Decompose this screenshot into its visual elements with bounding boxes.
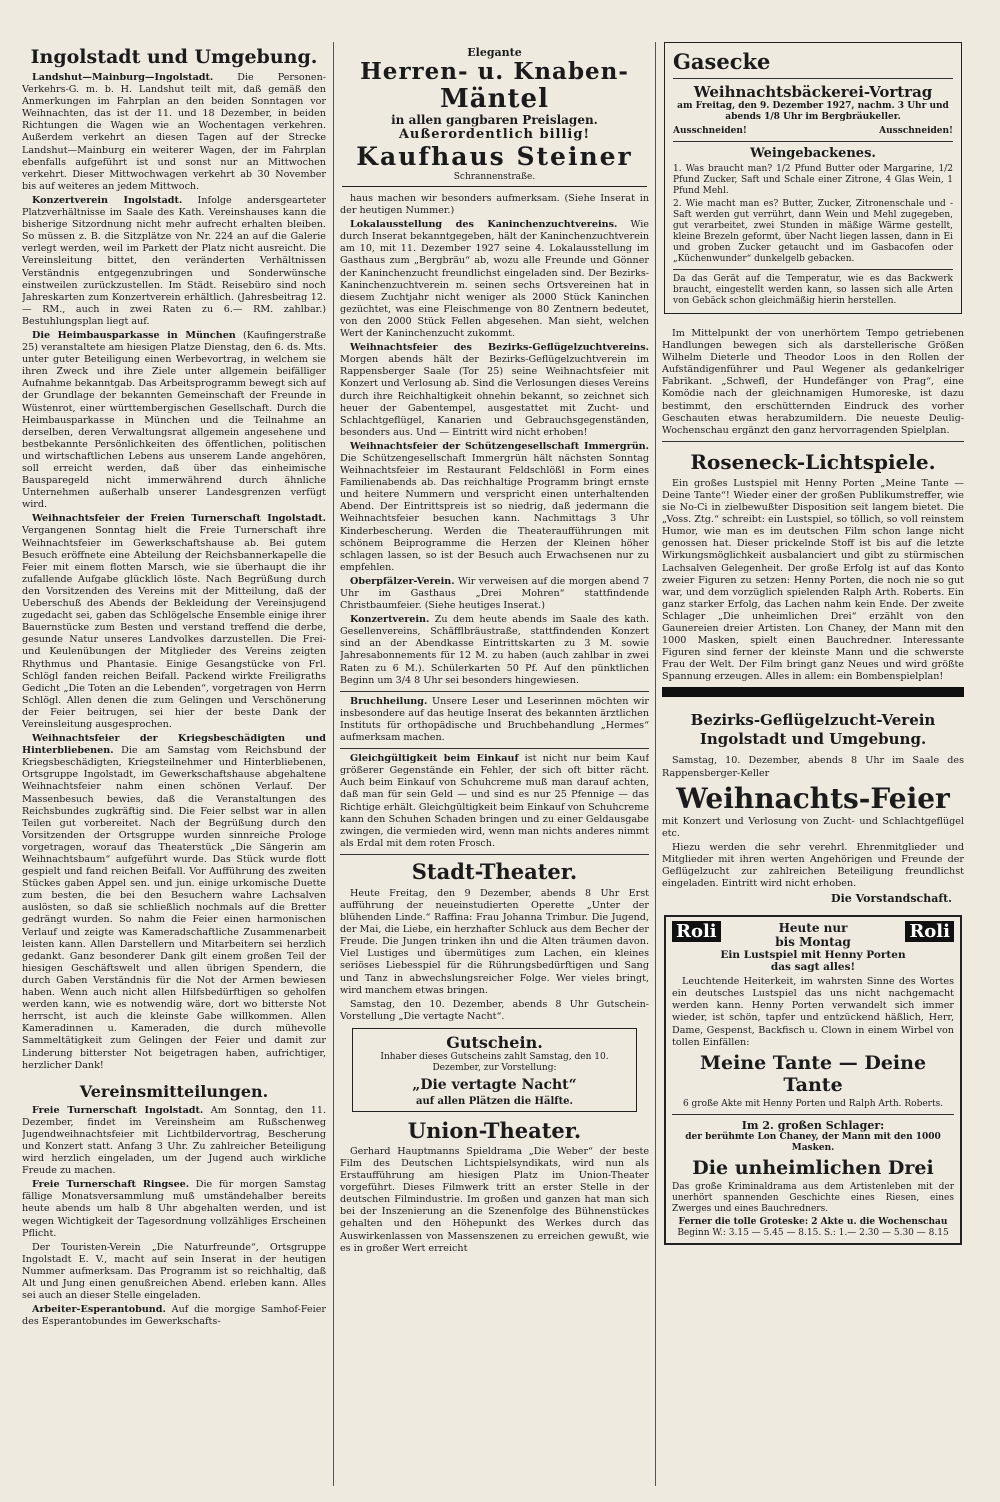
article-body: Zu dem heute abends im Saale des kath. Gesellenvereins, Schäfflbräustraße, stattfindenden Konzert sind an der Abendkasse Eintrittskarten zu 3 M. sowie Jahresabonnements für 12 M. zu haben (auch zahlbar in zwei Raten zu 6 M.). Schülerkarten 50 Pf. Auf den pünktlichen Beginn um 3/4 8 Uhr sei besonders hingewiesen. — [340, 614, 649, 686]
gasecke-q2: 2. Wie macht man es? Butter, Zucker, Zitronenschale und -Saft werden gut verrührt, dann Wein und Mehl zugegeben, gut verarbeitet, zwei Stunden in mäßige Wärme gestellt, kleine Brezeln geformt, über Nacht liegen lassen, dann in Ei und groben Zucker getaucht und im Gasbacofen oder „Küchenwunder“ dunkelgelb gebacken. — [673, 199, 953, 264]
notice-bruchheilung: Bruchheilung. Unsere Leser und Leserinnen möchten wir insbesondere auf das heutige Inserat des bekannten ärztlichen Instituts für orthopädische und Bruchbehandlung „Hermes“ aufmerksam machen. — [340, 695, 649, 744]
stadt-theater-text-2: Samstag, den 10. Dezember, abends 8 Uhr Gutschein-Vorstellung „Die vertagte Nacht“. — [340, 998, 649, 1022]
article-body: Die für morgen Samstag fällige Monatsversammlung muß umständehalber bereits heute abends um halb 8 Uhr abgehalten werden, und ist wegen Wichtigkeit der Tagesordnung vollzähliges Erscheinen Pflicht. — [22, 1179, 326, 1239]
article-body: (Kaufingerstraße 25) veranstaltete am hiesigen Platze Dienstag, den 6. ds. Mts. unter guter Beteiligung einen Werbevortrag, in welchem sie ihren Zweck und ihre Ziele unter allgemein beifälliger Aufnahme bekanntgab. Das Arbeitsprogramm bewegt sich auf der Grundlage der bekannten Gemeinschaft der Freunde in Wüstenrot, einer württembergischen Gesellschaft. Durch die Heimbausparkasse in München und die Teilnahme an derselben, deren Verwaltungsrat allgemein angesehene und bestbekannte Persönlichkeiten des öffentlichen, politischen und wirtschaftlichen Lebens aus unserem Lande angehören, soll erreicht werden, daß über das einheimische Bausparegeld nicht immerwährend durch ähnliche Unternehmen außerhalb unserer Landesgrenzen verfügt wird. — [22, 329, 326, 511]
roli-text: Leuchtende Heiterkeit, im wahrsten Sinne des Wortes ein deutsches Lustspiel das uns nicht nachgemacht werden kann. Henny Porten verwandelt sich immer wieder, ist schön, tapfer und entzückend häßlich, Herr, Dame, Gespenst, Backfisch u. Clown in einem Wirbel von tollen Einfällen: — [672, 976, 954, 1048]
divider — [673, 269, 953, 270]
article-lead: Weihnachtsfeier der Kriegsbeschädigten und Hinterbliebenen. — [22, 733, 326, 757]
gefluegel-big: Weihnachts-Feier — [676, 781, 950, 815]
article-body: Am Sonntag, den 11. Dezember, findet im Vereinsheim am Rußschenweg Jugendweihnachtsfeier mit Lichtbildervortrag, Bescherung und Konzert statt. Anfang 3 Uhr. Zu zahlreicher Beteiligung wird herzlich eingeladen, um der Jugend auch wirkliche Freude zu machen. — [22, 1104, 326, 1177]
article-paragraph — [22, 733, 326, 1072]
article-body: Infolge andersgearteter Platzverhältnisse im Saale des Kath. Vereinshauses kann die bisherige Sitzordnung nicht mehr aufrecht erhalten bleiben. So müssen z. B. die Sitzplätze von Nr. 224 an auf die Galerie verlegt werden, weil im Parkett der Platz nicht ausreicht. Die Vereinsleitung bittet, den veränderten Verhältnissen Verständnis entgegenzubringen und Sonderwünsche einstweilen zurückzustellen. Im Städt. Reisebüro sind noch Jahreskarten zum Konzertverein erhältlich. (Jahresbeitrag 12.— RM., auch in zwei Raten zu 6.— RM. zahlbar.) Bestuhlungsplan liegt auf. — [22, 194, 326, 327]
stadt-theater-title: Stadt-Theater. — [411, 858, 578, 884]
ad-roli — [664, 915, 962, 1245]
notice-einkauf: Gleichgültigkeit beim Einkauf ist nicht nur beim Kauf größerer Gegenstände ein Fehler, der sich oft bitter rächt. Auch beim Einkauf von Schuhcreme muß man darauf achten, daß man für sein Geld — und sind es nur 25 Pfennige — das Richtige erhält. Gleichgültigkeit beim Einkauf von Schuhcreme kann den Schuhen Schaden bringen und zu einer Geldausgabe zwingen, die vermieden wird, wenn man nichts anderes nimmt als Erdal mit dem roten Frosch. — [340, 753, 649, 849]
gutschein-bottom: auf allen Plätzen die Hälfte. — [415, 1095, 574, 1107]
article-lead: Lokalausstellung des Kaninchenzuchtvereins. — [350, 219, 618, 231]
column-1 — [22, 40, 326, 1488]
union-theater-title: Union-Theater. — [407, 1117, 582, 1143]
cut-right: Ausschneiden! — [879, 126, 953, 136]
cut-left: Ausschneiden! — [673, 126, 747, 136]
article-lead: Oberpfälzer-Verein. — [350, 575, 455, 587]
ad-store-name: Kaufhaus Steiner — [356, 142, 633, 171]
roli-extra: Ferner die tolle Groteske: 2 Akte u. die Wochenschau — [678, 1216, 948, 1227]
article-paragraph — [22, 330, 326, 511]
article-body: haus machen wir besonders aufmerksam. (Siehe Inserat in der heutigen Nummer.) — [340, 193, 649, 217]
roli-desc: Das große Kriminaldrama aus dem Artistenleben mit der unerhört spannenden Geschichte eines Riesen, eines Zwerges und eines Bauchredners. — [672, 1181, 954, 1214]
article-lead: Arbeiter-Esperantobund. — [32, 1304, 166, 1316]
black-bar — [662, 687, 964, 697]
article-paragraph — [22, 513, 326, 731]
ad-headline: Herren- u. Knaben- — [360, 58, 629, 85]
gefluegel-text: Hiezu werden die sehr verehrl. Ehrenmitglieder und Mitglieder mit ihren werten Angehörigen und Freunde der Geflügelzucht zur zahlreichen Beteiligung freundlichst eingeladen. Eintritt wird nicht erhoben. — [662, 841, 964, 890]
roli-label-left: Roli — [672, 921, 721, 942]
roli-times: Beginn W.: 3.15 — 5.45 — 8.15. S.: 1.— 2.30 — 5.30 — 8.15 — [677, 1227, 949, 1238]
ad-kaufhaus-steiner — [342, 42, 647, 187]
roli-line1: Ein Lustspiel mit Henny Porten — [720, 949, 906, 962]
article-lead: Konzertverein. — [350, 614, 430, 626]
roli-dates: Heute nur bis Montag — [775, 921, 851, 950]
roli-film-title: Meine Tante — Deine Tante — [699, 1051, 927, 1096]
article-list — [22, 72, 326, 1072]
gefluegel-sign: Die Vorstandschaft. — [831, 892, 952, 906]
gutschein-text: Inhaber dieses Gutscheins zahlt Samstag, den 10. Dezember, zur Vorstellung: — [380, 1051, 609, 1073]
article-list — [340, 193, 649, 687]
ad-gasecke — [664, 42, 962, 314]
article-body: Die Schützengesellschaft Immergrün hält nächsten Sonntag Weihnachtsfeier im Restaurant Feldschlößl in Form eines Familienabends ab. Das reichhaltige Programm bringt ernste und heitere Nummern und verspricht einen unterhaltenden Abend. Der Eintrittspreis ist so niedrig, daß jedermann die Weihnachtsfeier besuchen kann. Nachmittags 3 Uhr Kinderbescherung. Werden die Theateraufführungen mit schönem Beiprogramme die Herzen der Kleinen höher schlagen lassen, so ist der Besuch auch Erwachsenen nur zu empfehlen. — [340, 452, 649, 573]
article-paragraph — [22, 1105, 326, 1178]
article-lead: Konzertverein Ingolstadt. — [32, 194, 183, 206]
gasecke-title: Weihnachtsbäckerei-Vortrag — [693, 83, 933, 101]
article-body: Die Personen-Verkehrs-G. m. b. H. Landshut teilt mit, daß gemäß den Anmerkungen im Fahrplan an den beiden Sonntagen vor Weihnachten, das ist der 11. und 18 Dezember, in beiden Richtungen die Wagen wie an Wochentagen verkehren. Außerdem verkehrt an diesen Tagen auf der Strecke Landshut—Mainburg ein weiterer Wagen, der im Fahrplan ebenfalls aufgeführt ist und sonst nur an Mittwochen verkehrt. Dieser Mittwochwagen verkehrt ab 30 November bis auf weiteres an jedem Mittwoch. — [22, 72, 326, 192]
divider — [673, 78, 953, 79]
roseneck-text: Ein großes Lustspiel mit Henny Porten „Meine Tante — Deine Tante“! Wieder einer der großen Publikumstreffer, wie sie No-Ci in zielbewußter Disposition seit langem bietet. Die „Voss. Ztg.“ schreibt: ein Lustspiel, so töllich, so voll reinstem Humor, wie man es im deutschen Film schon lange nicht genossen hat. Dieser prickelnde Stoff ist bis auf die letzte Wirkungsmöglichkeit ausbalanciert und gibt zu stürmischen Lachsalven Gelegenheit. Der große Erfolg ist auf das Konto zweier Figuren zu setzen: Henny Porten, die noch nie so gut war, und dem vorzüglich spielenden Ralph Arth. Roberts. Ein ganz starker Erfolg, das Lachen nahm kein Ende. Der zweite Schlager „Die unheimlichen Drei“ erzählt von den Gaunereien dreier Artisten. Lon Chaney, der Mann mit den 1000 Masken, spielt einen Bauchredner. Interessante Figuren sind ferner der kleinste Mann und die schwerste Frau der Welt. Der Film bringt ganz Neues und wird größte Spannung erzeugen. Alles in allem: ein Bombenspielplan! — [662, 477, 964, 683]
article-paragraph — [340, 614, 649, 687]
stadt-theater-text: Heute Freitag, den 9 Dezember, abends 8 Uhr Erst aufführung der neueinstudierten Operette „Unter der blühenden Linde.“ Raffina: Frau Johanna Trimbur. Die Jugend, der Mai, die Liebe, ein herzhafter Schluck aus dem Becher der Freude. Die Jungen trinken ihn und die Alten träumen davon. Viel Lustiges und übermütiges zum Lachen, ein kleines seriöses Liebesspiel für die Rührungsbedürftigen und Sang und Tanz in abwechslungsreicher Folge. Wer vieles bringt, wird manchem etwas bringen. — [340, 887, 649, 996]
article-lead: Weihnachtsfeier der Freien Turnerschaft Ingolstadt. — [32, 513, 326, 525]
article-body: Die am Samstag vom Reichsbund der Kriegsbeschädigten, Kriegsteilnehmer und Hinterbliebenen, Ortsgruppe Ingolstadt, im Gewerkschaftshause abgehaltene Weihnachtsfeier nahm einen schönen Verlauf. Der Massenbesuch bewies, daß die Veranstaltungen des Reichsbundes zugkräftig sind. Die Feier selbst war in allen Teilen gut vorbereitet. Nach der Begrüßung durch den Vorsitzenden der Ortsgruppe wurden sinnreiche Prologe vorgetragen, worauf das Theaterstück „Die Sängerin am Weihnachtsbaum“ aufgeführt wurde. Das Stück wurde flott gespielt und fand reichen Beifall. Vor Aufführung des zweiten Stückes gaben Appel sen. und jun. einige urkomische Duette zum besten, die bei den Besuchern wahre Lachsalven auslösten, so daß sie schließlich nochmals auf die Bretter gedrängt wurden. So nahm die Feier einen harmonischen Verlauf und zeigte was Kameradschaftliche Zusammenarbeit leisten kann. Allen Darstellern und Mitarbeitern sei herzlich gedankt. Ganz besonderer Dank gilt einem großen Teil der hiesigen Geschäftswelt und allen übrigen Spendern, die durch Gaben Verständnis für die Not der Armen bewiesen haben. Wenn auch nicht allen Hilfsbedürftigen so geholfen werden kann, wie es notwendig wäre, dort wo bitterste Not herrscht, ist auch die kleinste Gabe willkommen. Allen Kameradinnen u. Kameraden, die durch mühevolle Sammeltätigkeit zum Gelingen der Feier und damit zur Linderung bitterster Not beigetragen haben, aufrichtiger, herzlicher Dank! — [22, 745, 326, 1071]
article-paragraph — [22, 1179, 326, 1239]
section-title: Ingolstadt und Umgebung. — [30, 46, 318, 68]
divider — [340, 748, 649, 749]
gutschein-title: Gutschein. — [446, 1032, 543, 1052]
gefluegel-title: Bezirks-Geflügelzucht-Verein Ingolstadt und Umgebung. — [690, 711, 936, 749]
ad-headline-2: Mäntel — [440, 84, 549, 114]
gefluegel-date: Samstag, 10. Dezember, abends 8 Uhr im Saale des Rappensberger-Keller — [662, 755, 964, 779]
article-lead: Weihnachtsfeier des Bezirks-Geflügelzuchtvereins. — [350, 342, 649, 354]
divider — [340, 691, 649, 692]
divider — [673, 141, 953, 142]
gefluegel-sub: mit Konzert und Verlosung von Zucht- und Schlachtgeflügel etc. — [662, 815, 964, 839]
roli-acts: 6 große Akte mit Henny Porten und Ralph Arth. Roberts. — [682, 1098, 944, 1109]
article-paragraph — [340, 342, 649, 439]
article-paragraph — [22, 1304, 326, 1328]
divider — [662, 441, 964, 442]
ad-street: Schrannenstraße. — [453, 172, 536, 182]
roli-label-right: Roli — [905, 921, 954, 942]
column-3 — [662, 40, 964, 1488]
article-paragraph — [22, 72, 326, 193]
section-title-vereinsmitteilungen: Vereinsmitteilungen. — [79, 1081, 269, 1101]
article-body: Auf die morgige Samhof-Feier des Esperantobundes im Gewerkschafts- — [22, 1304, 326, 1328]
roli-header — [672, 921, 954, 949]
article-lead: Weihnachtsfeier der Schützengesellschaft Immergrün. — [350, 440, 649, 452]
article-lead: Die Heimbausparkasse in München — [32, 329, 236, 341]
article-lead: Freie Turnerschaft Ingolstadt. — [32, 1104, 204, 1116]
gasecke-name: Gasecke — [673, 49, 771, 74]
article-paragraph — [340, 441, 649, 574]
article-paragraph — [340, 576, 649, 612]
article-body: Morgen abends hält der Bezirks-Geflügelzuchtverein im Rappensberger Saale (Tor 25) seine Weihnachtsfeier mit Konzert und Verlosung ab. Sind die Verlosungen dieses Vereins durch ihre Reichhaltigkeit ohnehin bekannt, so zeichnet sich heuer der Gabentempel, ausgestattet mit Zucht- und Schlachtgeflügel, Kanarien und Gebrauchsgegenständen, besonders aus. Und — Eintritt wird nicht erhoben! — [340, 354, 649, 438]
roli-line2: das sagt alles! — [770, 961, 856, 974]
article-body: Wir verweisen auf die morgen abend 7 Uhr im Gasthaus „Drei Mohren“ stattfindende Christbaumfeier. (Siehe heutiges Inserat.) — [340, 575, 649, 612]
ad-subline: in allen gangbaren Preislagen. — [391, 113, 598, 127]
gutschein-play: „Die vertagte Nacht“ — [412, 1076, 577, 1093]
article-paragraph — [22, 1242, 326, 1302]
article-paragraph — [340, 193, 649, 217]
roli-schlager: Im 2. großen Schlager: — [741, 1118, 885, 1132]
gasecke-q1: 1. Was braucht man? 1/2 Pfund Butter oder Margarine, 1/2 Pfund Zucker, Saft und Schale einer Zitrone, 4 Glas Wein, 1 Pfund Mehl. — [673, 164, 953, 196]
divider — [340, 854, 649, 855]
roseneck-title: Roseneck-Lichtspiele. — [690, 449, 936, 474]
cut-row — [673, 126, 953, 137]
article-paragraph — [22, 195, 326, 328]
divider — [672, 1114, 954, 1115]
article-body: Wie durch Inserat bekanntgegeben, hält der Kaninchenzuchtverein am 10, mit 11. Dezember 1927 seine 4. Lokalausstellung im Gasthaus zum „Bergbräu“ ab, wozu alle Freunde und Gönner der Kaninchenzucht freundlichst eingeladen sind. Der Bezirks-Kaninchenzuchtverein m. seinen sechs Ortsvereinen hat in diesem Zuchtjahr nicht weniger als 2000 Stück Kaninchen gezüchtet, was eine Fleischmenge von 80 Zentnern bedeutet, von den 2000 Stück Fellen abgesehen. Man sieht, welchen Wert der Kaninchenzucht zukommt. — [340, 219, 649, 340]
ad-subline-2: Außerordentlich billig! — [398, 127, 591, 142]
article-body: Vergangenen Sonntag hielt die Freie Turnerschaft ihre Weihnachtsfeier im Gewerkschaftshause ab. Bei gutem Besuch eröffnete eine Abteilung der Reichsbannerkapelle die Feier mit einem flotten Marsch, wie sie überhaupt die ihr zufallende Aufgabe glücklich löste. Nach Begrüßung durch den Vorsitzenden des Vereins mit der Mitteilung, daß der Ueberschuß des Abends der Bekleidung der Vereinsjugend zugedacht sei, gaben das Schlögelsche Ensemble einige ihrer Bauernstücke zum Besten und verstand treffend die derbe, gesunde Natur unseres Landvolkes darzustellen. Die Frei- und Keulenübungen der Mitglieder des Vereins zeigten Rhythmus und Phantasie. Einige Gesangstücke von Frl. Schlögl fanden reichen Beifall. Packend wirkte Freiligraths Gedicht „Die Toten an die Lebenden“, vorgetragen von Herrn Schlögl. Allen denen die zum Gelingen und Verschönerung der Feier beitrugen, sei hier der beste Dank der Vereinsleitung ausgesprochen. — [22, 525, 326, 730]
ad-kicker: Elegante — [467, 46, 522, 59]
column-rule — [655, 42, 656, 1486]
union-theater-continued: Im Mittelpunkt der von unerhörtem Tempo getriebenen Handlungen bewegen sich als darstellerische Größen Wilhelm Dieterle und Theodor Loos in den Rollen der Aufständigenführer und Paul Wegener als gedankelriger Fabrikant. „Schwefl, der Hundefänger von Prag“, eine Komödie nach der gleichnamigen Humoreske, ist dazu bestimmt, den erschütternden Eindruck des vorher Geschauten etwas herabzumildern. Die neueste Deulig-Wochenschau ergänzt den ganz hervorragenden Spielplan. — [662, 328, 964, 436]
article-list-vereine — [22, 1105, 326, 1329]
column-2 — [340, 40, 649, 1488]
article-lead: Freie Turnerschaft Ringsee. — [32, 1179, 190, 1191]
gasecke-date: am Freitag, den 9. Dezember 1927, nachm. 3 Uhr und abends 1/8 Uhr im Bergbräukeller. — [677, 101, 949, 122]
union-theater-text: Gerhard Hauptmanns Spieldrama „Die Weber“ der beste Film des Deutschen Lichtspielsyndikats, wird nun als Erstaufführung am hiesigen Platz im Union-Theater vorgeführt. Dieses Filmwerk tritt an erster Stelle in der deutschen Filmindustrie. Im großen und ganzen hat man sich bei der Inszenierung an die Szenenfolge des Bühnenstückes gehalten und den Höhepunkt des Werkes durch das Auswirkenlassen von Massenszenen zu erreichen gewußt, wie es in großer Wert erreicht — [340, 1145, 649, 1254]
column-rule — [333, 42, 334, 1486]
gutschein-box — [352, 1028, 637, 1112]
gasecke-sub: Weingebackenes. — [750, 146, 876, 161]
roli-film2: Die unheimlichen Drei — [692, 1156, 934, 1179]
gasecke-note: Da das Gerät auf die Temperatur, wie es das Backwerk braucht, eingestellt werden kann, so lassen sich alle Arten von Gebäck schon gleichmäßig hierin herstellen. — [673, 274, 953, 306]
roli-chaney: der berühmte Lon Chaney, der Mann mit den 1000 Masken. — [685, 1131, 941, 1153]
article-body: Der Touristen-Verein „Die Naturfreunde“, Ortsgruppe Ingolstadt E. V., macht auf sein Inserat in der heutigen Nummer aufmerksam. Das Programm ist so reichhaltig, daß Alt und Jung einen genußreichen Abend. erleben kann. Alles sei auch an dieser Stelle eingeladen. — [22, 1241, 326, 1302]
article-lead: Landshut—Mainburg—Ingolstadt. — [32, 72, 214, 83]
article-paragraph — [340, 219, 649, 340]
